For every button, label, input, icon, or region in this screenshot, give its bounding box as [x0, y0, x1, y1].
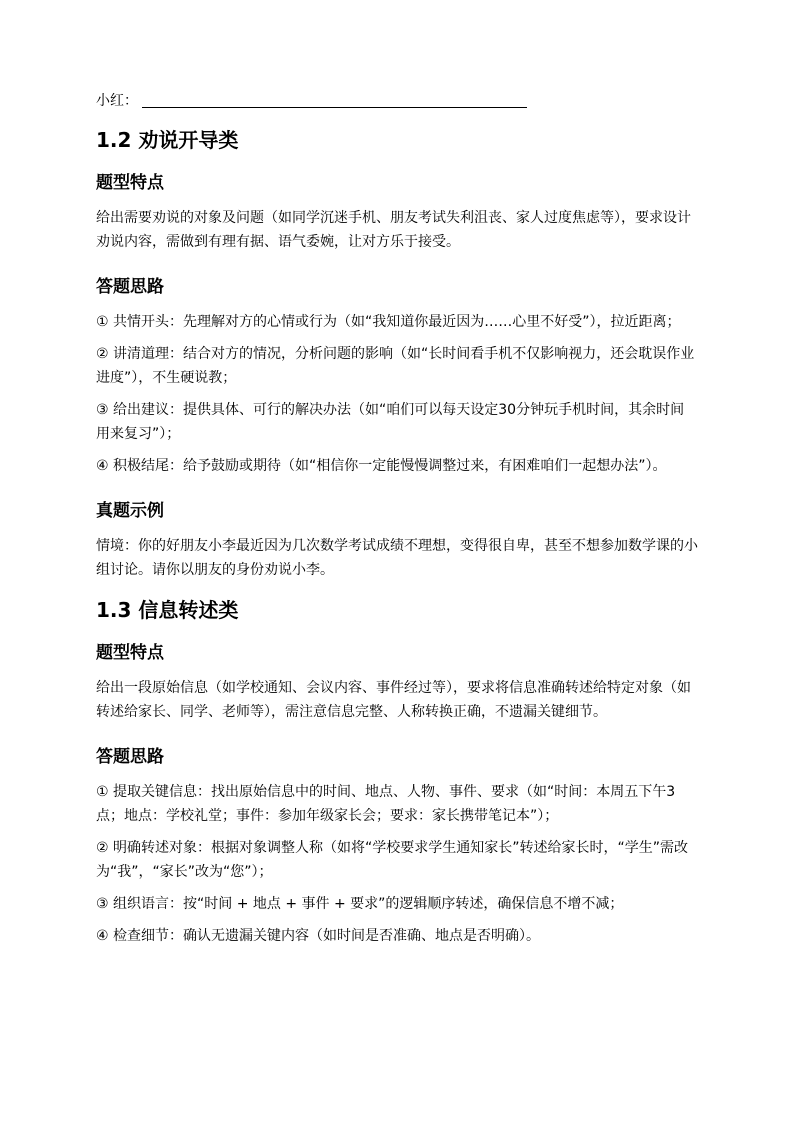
subheading-approach: 答题思路	[96, 277, 164, 297]
subheading-approach: 答题思路	[96, 747, 164, 767]
approach-item: ③ 给出建议：提供具体、可行的解决办法（如“咱们可以每天设定30分钟玩手机时间，其余时间用来复习”）；	[96, 402, 685, 442]
approach-item: ① 提取关键信息：找出原始信息中的时间、地点、人物、事件、要求（如“时间：本周五下午3点；地点：学校礼堂；事件：参加年级家长会；要求：家长携带笔记本”）；	[96, 784, 676, 824]
features-text: 给出一段原始信息（如学校通知、会议内容、事件经过等），要求将信息准确转述给特定对象（如转述给家长、同学、老师等），需注意信息完整、人称转换正确，不遗漏关键细节。	[96, 680, 691, 720]
approach-item: ③ 组织语言：按“时间 + 地点 + 事件 + 要求”的逻辑顺序转述，确保信息不增不减；	[96, 896, 624, 912]
approach-item: ④ 积极结尾：给予鼓励或期待（如“相信你一定能慢慢调整过来，有困难咱们一起想办法”）。	[96, 458, 667, 474]
answer-line	[96, 90, 698, 112]
approach-item: ② 讲清道理：结合对方的情况，分析问题的影响（如“长时间看手机不仅影响视力，还会耽误作业进度”），不生硬说教；	[96, 346, 695, 386]
example-text: 情境：你的好朋友小李最近因为几次数学考试成绩不理想，变得很自卑，甚至不想参加数学课的小组讨论。请你以朋友的身份劝说小李。	[96, 538, 698, 578]
subheading-example: 真题示例	[96, 501, 164, 521]
answer-blank-rule	[142, 107, 527, 108]
subheading-features: 题型特点	[96, 173, 164, 193]
approach-item: ① 共情开头：先理解对方的心情或行为（如“我知道你最近因为……心里不好受”），拉近距离；	[96, 314, 681, 330]
answer-label: 小红：	[96, 93, 138, 109]
section-heading-1-3: 1.3 信息转述类	[96, 598, 239, 622]
features-text: 给出需要劝说的对象及问题（如同学沉迷手机、朋友考试失利沮丧、家人过度焦虑等），要求设计劝说内容，需做到有理有据、语气委婉，让对方乐于接受。	[96, 210, 691, 250]
subheading-features: 题型特点	[96, 643, 164, 663]
approach-item: ② 明确转述对象：根据对象调整人称（如将“学校要求学生通知家长”转述给家长时，“学生”需改为“我”，“家长”改为“您”）；	[96, 840, 689, 880]
approach-item: ④ 检查细节：确认无遗漏关键内容（如时间是否准确、地点是否明确）。	[96, 928, 540, 944]
section-heading-1-2: 1.2 劝说开导类	[96, 128, 239, 152]
